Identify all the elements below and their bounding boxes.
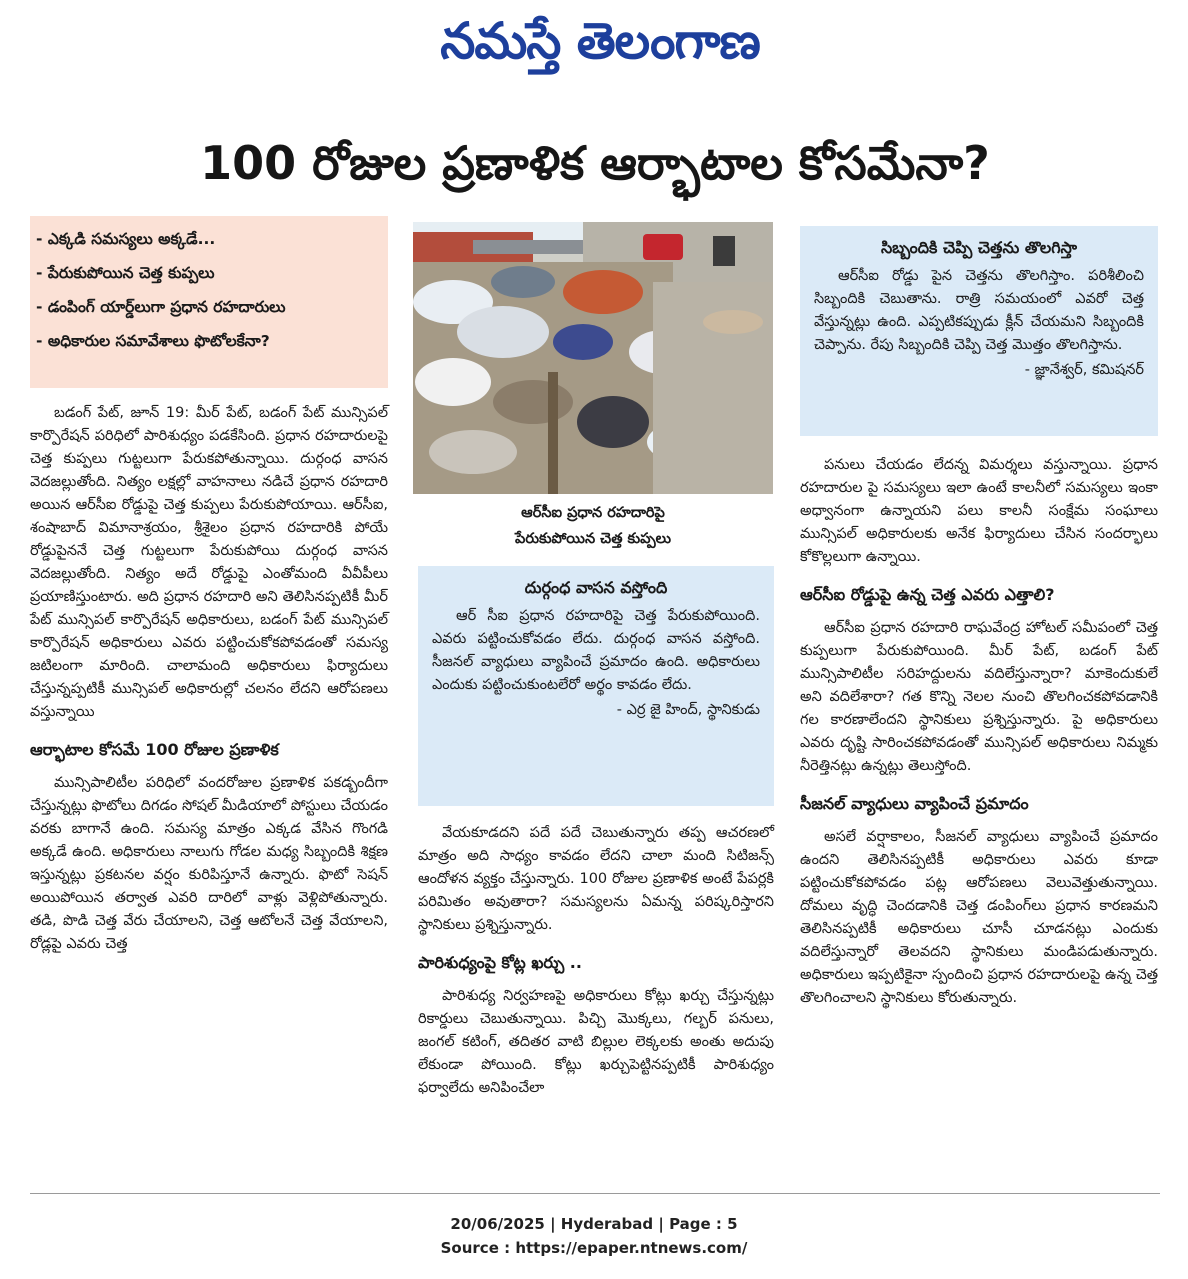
- highlight-item: - అధికారుల సమావేశాలు ఫొటోలకేనా?: [36, 332, 270, 350]
- quote-box-title: దుర్గంధ వాసన వస్తోంది: [524, 578, 668, 597]
- highlight-item: - డంపింగ్ యార్డ్‌లుగా ప్రధాన రహదారులు: [36, 298, 286, 316]
- quote-box-signature: - జ్ఞానేశ్వర్, కమిషనర్: [1024, 362, 1144, 378]
- masthead-logo: నమస్తే తెలంగాణ: [440, 11, 760, 70]
- highlight-item: - ఎక్కడి సమస్యలు అక్కడే...: [36, 230, 216, 248]
- headline: 100 రోజుల ప్రణాళిక ఆర్భాటాల కోసమేనా?: [200, 136, 990, 190]
- article-paragraph: పారిశుధ్య నిర్వహణపై అధికారులు కోట్లు ఖర్చు చేస్తున్నట్లు రికార్డులు చెబుతున్నాయి. పిచ్చి మొక్కలు, గల్బర్ పనులు, జంగల్ కటింగ్, తదితర వాటి బిల్లుల లెక్కలకు అంతు అదుపు లేకుండా పోయింది. కోట్లు ఖర్చుపెట్టినప్పటికీ పారిశుధ్యం ఫర్వాలేదు అనిపించేలా: [418, 988, 774, 1096]
- column-3: [800, 454, 1158, 1016]
- caption-line-1: ఆర్‌సీఐ ప్రధాన రహదారిపై: [521, 505, 665, 521]
- quote-box-title: సిబ్బందికి చెప్పి చెత్తను తొలగిస్తా: [880, 238, 1078, 257]
- subheading-expenditure: పారిశుధ్యంపై కోట్ల ఖర్చు ..: [418, 953, 582, 972]
- caption-line-2: పేరుకుపోయిన చెత్త కుప్పలు: [515, 531, 671, 547]
- quote-box-text: ఆర్‌సీఐ రోడ్డు పైన చెత్తను తొలగిస్తాం. పరిశీలించి సిబ్బందికి చెబుతాను. రాత్రి సమయంలో ఎవరో చెత్త వేస్తున్నట్లు ఉంది. ఎప్పటికప్పుడు క్లీన్ చేయమని సిబ్బందికి చెప్పాను. రేపు సిబ్బందికి చెప్పి చెత్త మొత్తం తొలగిస్తాను.: [814, 268, 1144, 353]
- column-2: [418, 822, 774, 1106]
- column-1: [30, 402, 388, 962]
- garbage-photo: [413, 222, 773, 494]
- footer-date-line: 20/06/2025 | Hyderabad | Page : 5: [450, 1215, 738, 1233]
- quote-box-local: [418, 566, 774, 806]
- subheading-who-clears: ఆర్‌సీఐ రోడ్డుపై ఉన్న చెత్త ఎవరు ఎత్తాలి?: [800, 585, 1055, 604]
- subheading-publicity: ఆర్భాటాల కోసమే 100 రోజుల ప్రణాళిక: [30, 740, 279, 759]
- footer-divider: [30, 1193, 1160, 1194]
- quote-box-commissioner: [800, 226, 1158, 436]
- article-intro: బడంగ్ పేట్, జూన్ 19: మీర్ పేట్, బడంగ్ పేట్ మున్సిపల్ కార్పొరేషన్ పరిధిలో పారిశుధ్యం పడకేసింది. ప్రధాన రహదారులపై చెత్త కుప్పలు గుట్టలుగా పేరుకపోతున్నాయి. దుర్గంధ వాసన వెదజల్లుతోంది. నిత్యం లక్షల్లో వాహనాలు నడిచే ప్రధాన రహదారి అయిన ఆర్‌సీఐ రోడ్డుపై చెత్త కుప్పలు పేరుకుపోయాయి. ఆర్‌సీఐ, శంషాబాద్ విమానాశ్రయం, శ్రీశైలం ప్రధాన రహదారికి పోయే రోడ్డుపైననే చెత్త గుట్టలుగా పేరుకుపోయి దుర్గంధ వాసన వెదజల్లుతోంది. నిత్యం అదే రోడ్డుపై ఎంతోమంది వీవీపీలు ప్రయాణిస్తుంటారు. అది ప్రధాన రహదారి అని తెలిసినప్పటికీ మీర్ పేట్ మున్సిపల్ కార్పొరేషన్ అధికారులు, బడంగ్ పేట్ మున్సిపల్ కార్పొరేషన్ అధికారులు ఎవరు పట్టించుకోకపోవడంతో సమస్య జటిలంగా మారింది. చాలామంది అధికారులు ఫిర్యాదులు చేస్తున్నప్పటికీ మున్సిపల్ అధికారుల్లో చలనం లేదని ఆరోపణలు వస్తున్నాయి: [30, 405, 388, 720]
- photo-caption: [413, 500, 773, 552]
- subheading-seasonal-diseases: సీజనల్ వ్యాధులు వ్యాపించే ప్రమాదం: [800, 794, 1029, 813]
- article-paragraph: వేయకూడదని పదే పదే చెబుతున్నారు తప్ప ఆచరణలో మాత్రం అది సాధ్యం కావడం లేదని చాలా మంది సిటిజన్స్ ఆందోళన వ్యక్తం చేస్తున్నారు. 100 రోజుల ప్రణాళిక అంటే పేపర్లకి పరిమితం అవుతారా? సమస్యలను ఏమన్న పరిష్కరిస్తారని స్థానికులు ప్రశ్నిస్తున్నారు.: [418, 825, 774, 933]
- footer-source-line: Source : https://epaper.ntnews.com/: [440, 1239, 748, 1257]
- quote-box-signature: - ఎర్ర జై హింద్, స్థానికుడు: [616, 702, 760, 718]
- article-paragraph: పనులు చేయడం లేదన్న విమర్శలు వస్తున్నాయి. ప్రధాన రహదారుల పై సమస్యలు ఇలా ఉంటే కాలనీలో సమస్యలు ఇంకా అధ్వానంగా ఉన్నాయని పలు కాలనీ సంక్షేమ సంఘాలు మున్సిపల్ అధికారులకు అనేక ఫిర్యాదులు చేసిన సందర్భాలు కోకొల్లలుగా ఉన్నాయి.: [800, 457, 1158, 565]
- highlights-box: [30, 216, 388, 388]
- footer: [0, 1212, 1188, 1260]
- article-paragraph: ఆర్‌సీఐ ప్రధాన రహదారి రాఘవేంద్ర హోటల్ సమీపంలో చెత్త కుప్పలుగా పేరుకుపోయింది. మీర్ పేట్, బడంగ్ పేట్ మున్సిపాలిటీల సరిహద్దులను వదిలేస్తున్నారా? మాకెందుకులే అని వదిలేశారా? గత కొన్ని నెలల నుంచి తొలగించకపోవడానికి గల కారణాలేందని స్థానికులు ప్రశ్నిస్తున్నారు. పై అధికారులు ఎవరు దృష్టి సారించకపోవడంతో మున్సిపల్ అధికారులు నిమ్మకు నీరెత్తినట్లు ఉన్నట్లు తెలుస్తోంది.: [800, 620, 1158, 774]
- highlight-item: - పేరుకుపోయిన చెత్త కుప్పలు: [36, 264, 215, 282]
- article-paragraph: అసలే వర్షాకాలం, సీజనల్ వ్యాధులు వ్యాపించే ప్రమాదం ఉందని తెలిసినప్పటికీ అధికారులు ఎవరు కూడా పట్టించుకోకపోవడం పట్ల ఆరోపణలు వెలువెత్తుతున్నాయి. దోమలు వృద్ధి చెందడానికి చెత్త డంపింగ్‌లు ప్రధాన కారణమని తెలిసినప్పటికీ అధికారులు చూసీ చూడనట్లు ఎందుకు వదిలేస్తున్నారో తెలవదని స్థానికులు మండిపడుతున్నారు. అధికారులు ఇప్పటికైనా స్పందించి ప్రధాన రహదారులపై ఉన్న చెత్త తొలగించాలని స్థానికులు కోరుతున్నారు.: [800, 829, 1158, 1006]
- article-paragraph: మున్సిపాలిటీల పరిధిలో వందరోజుల ప్రణాళిక పకడ్బందీగా చేస్తున్నట్లు ఫొటోలు దిగడం సోషల్ మీడియాలో పోస్టులు చేయడం వరకు బాగానే ఉంది. సమస్య మాత్రం ఎక్కడ వేసిన గొంగడి అక్కడే ఉంది. అధికారులు నాలుగు గోడల మధ్య సిబ్బందికి శిక్షణ ఇస్తున్నట్లు ప్రకటనల వర్షం కురిపిస్తూనే ఉన్నారు. ఫొటో సెషన్ అయిపోయిన తర్వాత ఎవరి దారిలో వాళ్లు వెళ్లిపోతున్నారు. తడి, పొడి చెత్త వేరు చేయాలని, చెత్త ఆటోలనే చెత్త వేయాలని, రోడ్లపై ఎవరు చెత్త: [30, 775, 388, 952]
- quote-box-text: ఆర్ సీఐ ప్రధాన రహదారిపై చెత్త పేరుకుపోయింది. ఎవరు పట్టించుకోవడం లేదు. దుర్గంధ వాసన వస్తోంది. సీజనల్ వ్యాధులు వ్యాపించే ప్రమాదం ఉంది. అధికారులు ఎందుకు పట్టించుకుంటలేరో అర్థం కావడం లేదు.: [432, 608, 760, 693]
